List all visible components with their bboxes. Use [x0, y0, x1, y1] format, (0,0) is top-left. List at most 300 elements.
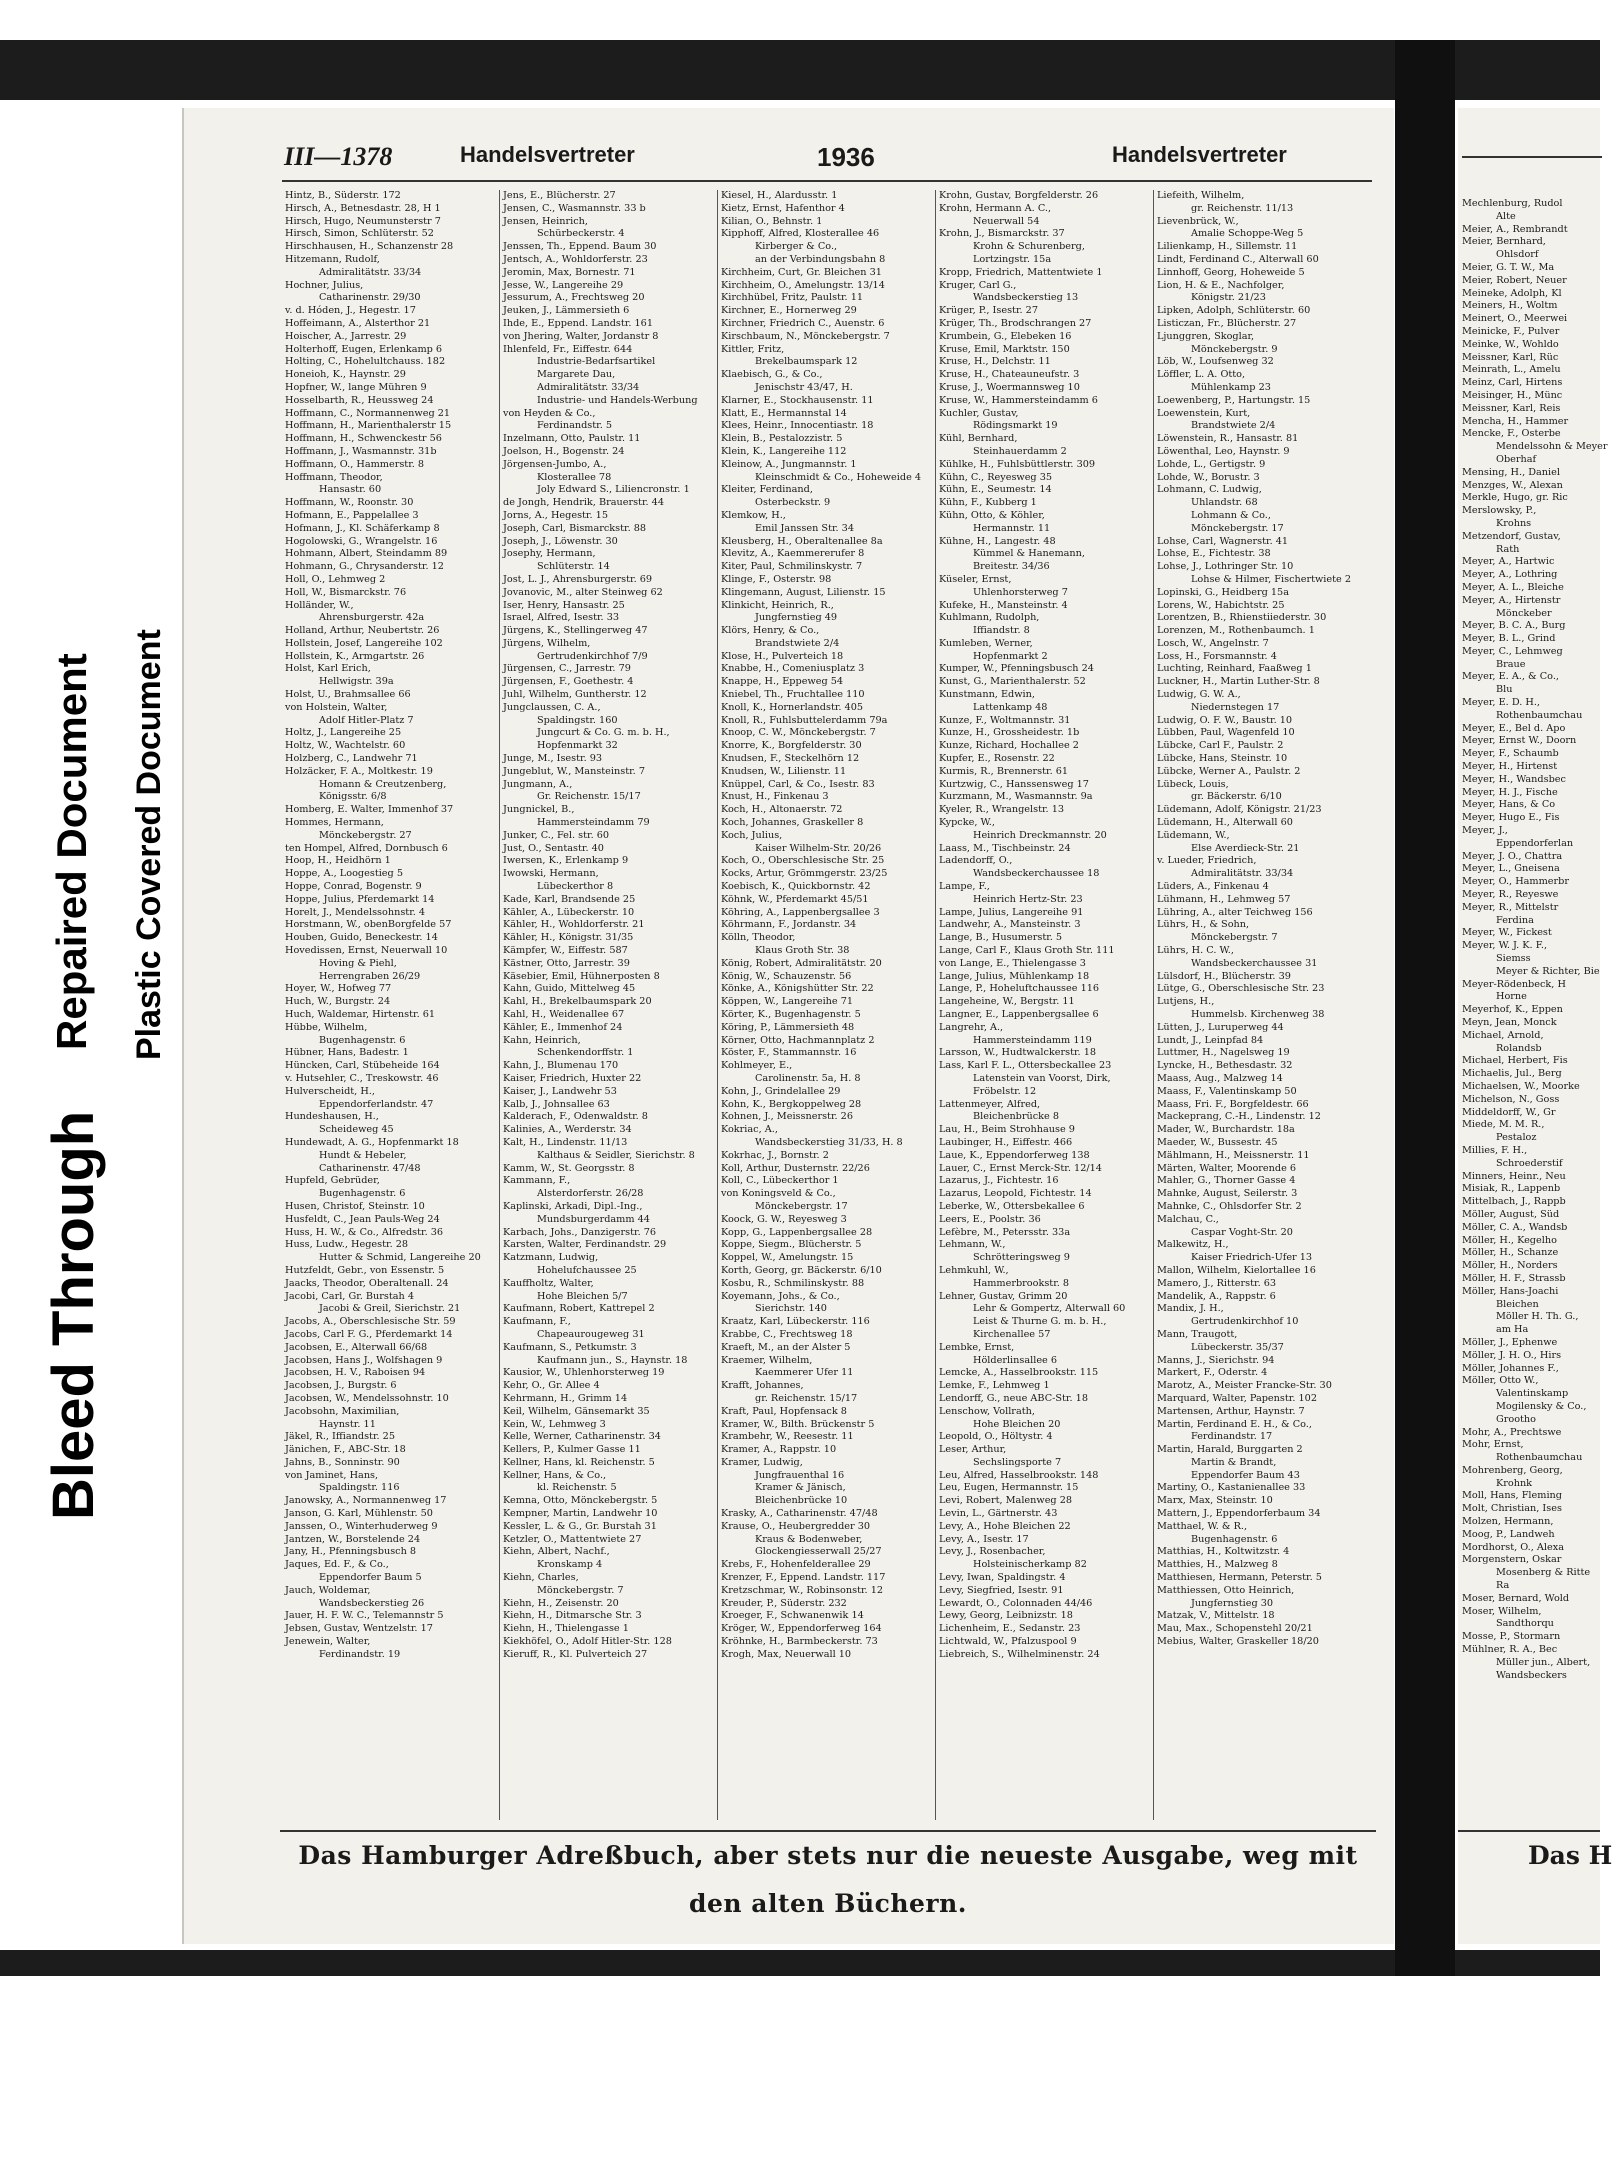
facing-page-entry: Meinert, O., Meerwei [1462, 313, 1568, 325]
directory-entry: Hoop, H., Heidhörn 1 [285, 855, 391, 867]
directory-entry: Kirschbaum, N., Mönckebergstr. 7 [721, 330, 890, 342]
directory-entry: Mönckebergstr. 7 [1191, 932, 1278, 944]
facing-page-entry: Moser, Wilhelm, [1462, 1605, 1542, 1617]
directory-entry: Kemna, Otto, Mönckebergstr. 5 [503, 1495, 658, 1507]
directory-entry: Krüger, P., Isestr. 27 [939, 305, 1039, 317]
directory-entry: Schenkendorffstr. 1 [537, 1047, 634, 1059]
directory-entry: Holland, Arthur, Neubertstr. 26 [285, 625, 440, 637]
directory-entry: Junge, M., Isestr. 93 [503, 753, 603, 765]
directory-entry: Kunze, H., Grossheidestr. 1b [939, 727, 1080, 739]
directory-entry: Wandsbeckerchaussee 18 [973, 868, 1100, 880]
facing-page-entry: Meier, A., Rembrandt [1462, 223, 1568, 235]
directory-entry: Gr. Reichenstr. 15/17 [537, 791, 641, 803]
directory-entry: Joelson, H., Bogenstr. 24 [503, 445, 625, 457]
directory-entry: Marotz, A., Meister Francke-Str. 30 [1157, 1380, 1332, 1392]
directory-column-1 [282, 190, 500, 1820]
facing-page-entry: Moll, Hans, Fleming [1462, 1490, 1562, 1502]
directory-entry: Malchau, C., [1157, 1213, 1219, 1225]
page-header [282, 138, 1372, 182]
directory-entry: Kietz, Ernst, Hafenthor 4 [721, 202, 845, 214]
directory-entry: Kähler, H., Königstr. 31/35 [503, 932, 634, 944]
directory-entry: Wandsbeckerchaussee 31 [1191, 957, 1318, 969]
directory-entry: kl. Reichenstr. 5 [537, 1482, 617, 1494]
directory-entry: Ljunggren, Skoglar, [1157, 330, 1255, 342]
directory-entry: an der Verbindungsbahn 8 [755, 253, 886, 265]
directory-entry: Kleiter, Ferdinand, [721, 484, 813, 496]
directory-entry: Lührs, H. C. W., [1157, 945, 1234, 957]
directory-entry: Hansastr. 60 [319, 484, 382, 496]
directory-entry: Käsebier, Emil, Hühnerposten 8 [503, 970, 660, 982]
directory-entry: Löb, W., Loufsenweg 32 [1157, 356, 1274, 368]
directory-entry: Koll, C., Lübeckerthor 1 [721, 1175, 839, 1187]
directory-entry: gr. Bäckerstr. 6/10 [1191, 791, 1282, 803]
facing-page-entry: Meier, G. T. W., Ma [1462, 261, 1555, 273]
directory-entry: Eppendorfer Baum 5 [319, 1572, 422, 1584]
directory-entry: Kunze, F., Woltmannstr. 31 [939, 714, 1071, 726]
directory-entry: Hutzfeldt, Gebr., von Essenstr. 5 [285, 1264, 445, 1276]
directory-entry: Heinrich Hertz-Str. 23 [973, 893, 1083, 905]
directory-entry: Lemcke, A., Hasselbrookstr. 115 [939, 1367, 1099, 1379]
directory-entry: Mönckebergstr. 17 [755, 1200, 848, 1212]
directory-entry: Neuerwall 54 [973, 215, 1040, 227]
facing-page-entry: Millies, F. H., [1462, 1144, 1528, 1156]
directory-entry: Hammersteindamm 119 [973, 1034, 1092, 1046]
directory-entry: Kaufmann, F., [503, 1316, 571, 1328]
facing-page-entry: Michaelsen, W., Moorke [1462, 1080, 1580, 1092]
directory-entry: Holtz, W., Wachtelstr. 60 [285, 740, 406, 752]
directory-entry: Matzak, V., Mittelstr. 18 [1157, 1610, 1275, 1622]
directory-entry: Juhl, Wilhelm, Guntherstr. 12 [503, 689, 647, 701]
directory-entry: Lopinski, G., Heidberg 15a [1157, 586, 1289, 598]
directory-entry: v. d. Hóden, J., Hegestr. 17 [285, 305, 416, 317]
directory-entry: Hollstein, K., Armgartstr. 26 [285, 650, 425, 662]
facing-page-entry: Morgenstern, Oskar [1462, 1554, 1562, 1566]
directory-entry: Köhring, A., Lappenbergsallee 3 [721, 906, 880, 918]
directory-entry: Lübcke, Hans, Steinstr. 10 [1157, 753, 1288, 765]
directory-entry: Lazarus, J., Fichtestr. 16 [939, 1175, 1059, 1187]
directory-entry: Krasky, A., Catharinenstr. 47/48 [721, 1508, 878, 1520]
directory-entry: Kraemer, Wilhelm, [721, 1354, 813, 1366]
facing-page-entry: Meinke, W., Wohldo [1462, 338, 1559, 350]
directory-entry: Kittler, Fritz, [721, 343, 785, 355]
directory-entry: Jungnickel, B., [503, 804, 575, 816]
directory-entry: Lübeckerthor 8 [537, 881, 614, 893]
directory-entry: Hüncken, Carl, Stübeheide 164 [285, 1060, 440, 1072]
directory-entry: Lyncke, H., Bethesdastr. 32 [1157, 1060, 1293, 1072]
directory-entry: Janson, G. Karl, Mühlenstr. 50 [285, 1508, 433, 1520]
directory-entry: Margarete Dau, [537, 369, 616, 381]
directory-entry: ten Hompel, Alfred, Dornbusch 6 [285, 842, 448, 854]
directory-entry: Löffler, L. A. Otto, [1157, 369, 1246, 381]
directory-entry: Brandstwiete 2/4 [755, 637, 840, 649]
directory-entry: Jorns, A., Hegestr. 15 [503, 509, 608, 521]
directory-entry: Krause, O., Heubergredder 30 [721, 1520, 871, 1532]
directory-entry: Lattenkamp 48 [973, 701, 1048, 713]
facing-page-entry: Meyer, H., Hirtenst [1462, 761, 1558, 773]
directory-entry: Admiralitätstr. 33/34 [537, 381, 640, 393]
directory-entry: Jungeblut, W., Mansteinstr. 7 [503, 765, 646, 777]
directory-entry: Matthael, W. & R., [1157, 1520, 1248, 1532]
directory-entry: Holzäcker, F. A., Moltkestr. 19 [285, 765, 433, 777]
section-title-left: Handelsvertreter [460, 142, 635, 167]
directory-entry: Lüdemann, Adolf, Königstr. 21/23 [1157, 804, 1322, 816]
facing-page-entry: am Ha [1496, 1324, 1529, 1336]
facing-page-entry: Meyer, B. L., Grind [1462, 633, 1556, 645]
directory-entry: Homann & Creutzenberg, [319, 778, 447, 790]
facing-page-entry: Middeldorff, W., Gr [1462, 1106, 1556, 1118]
directory-entry: Kühn, E., Seumestr. 14 [939, 484, 1052, 496]
directory-entry: Ludwig, G. W. A., [1157, 689, 1241, 701]
directory-entry: Lübeck, Louis, [1157, 778, 1229, 790]
directory-entry: Jacobs, A., Oberschlesische Str. 59 [285, 1316, 456, 1328]
facing-page-entry: Menzges, W., Alexan [1462, 479, 1563, 491]
directory-entry: Holl, W., Bismarckstr. 76 [285, 586, 407, 598]
directory-entry: Hundeshausen, H., [285, 1111, 379, 1123]
directory-entry: Lindt, Ferdinand C., Alterwall 60 [1157, 253, 1319, 265]
directory-entry: Kokriac, A., [721, 1124, 778, 1136]
directory-entry: Jahns, B., Sonninstr. 90 [285, 1456, 400, 1468]
directory-entry: König, W., Schauzenstr. 56 [721, 970, 852, 982]
directory-entry: Jenssen, Th., Eppend. Baum 30 [503, 241, 657, 253]
directory-entry: Leopold, O., Höltystr. 4 [939, 1431, 1053, 1443]
directory-entry: Lüders, A., Finkenau 4 [1157, 881, 1269, 893]
directory-entry: Kempner, Martin, Landwehr 10 [503, 1508, 658, 1520]
directory-entry: Ihde, E., Eppend. Landstr. 161 [503, 317, 654, 329]
directory-entry: Malkewitz, H., [1157, 1239, 1229, 1251]
directory-entry: Löwenstein, R., Hansastr. 81 [1157, 433, 1299, 445]
directory-entry: Levy, A., Isestr. 17 [939, 1533, 1029, 1545]
directory-entry: Holst, U., Brahmsallee 66 [285, 689, 411, 701]
directory-entry: Lau, H., Beim Strohhause 9 [939, 1124, 1075, 1136]
directory-entry: Kramer, W., Bilth. Brückenstr 5 [721, 1418, 875, 1430]
directory-entry: Matthias, H., Koltwitzstr. 4 [1157, 1546, 1290, 1558]
directory-entry: Maeder, W., Bussestr. 45 [1157, 1136, 1278, 1148]
facing-page-entry: Mendelssohn & Meyer [1496, 441, 1608, 453]
directory-entry: Jenewein, Walter, [285, 1636, 371, 1648]
directory-entry: Kuhlmann, Rudolph, [939, 612, 1040, 624]
directory-entry: Kümmel & Hanemann, [973, 548, 1085, 560]
directory-entry: Ferdinandstr. 19 [319, 1648, 401, 1660]
directory-entry: Hoffmann, W., Roonstr. 30 [285, 497, 414, 509]
directory-entry: Koch, H., Altonaerstr. 72 [721, 804, 843, 816]
directory-entry: Kaiser Wilhelm-Str. 20/26 [755, 842, 882, 854]
directory-entry: Lorens, W., Habichtstr. 25 [1157, 599, 1285, 611]
directory-entry: Kirchheim, O., Amelungstr. 13/14 [721, 279, 885, 291]
year-heading: 1936 [817, 142, 875, 172]
directory-entry: Jacobsen, J., Burgstr. 6 [285, 1380, 397, 1392]
directory-entry: Mattern, J., Eppendorferbaum 34 [1157, 1508, 1321, 1520]
facing-page-entry: Alte [1496, 210, 1516, 222]
directory-entry: Husen, Christof, Steinstr. 10 [285, 1200, 425, 1212]
directory-entry: Kirchner, E., Hornerweg 29 [721, 305, 857, 317]
directory-entry: Holting, C., Hohelultchauss. 182 [285, 356, 446, 368]
facing-page-entry: Meyer, E. D. H., [1462, 697, 1540, 709]
directory-entry: Kocks, Artur, Grömmgerstr. 23/25 [721, 868, 888, 880]
directory-entry: Liefeith, Wilhelm, [1157, 190, 1245, 201]
directory-entry: Janowsky, A., Normannenweg 17 [285, 1495, 447, 1507]
facing-page-entry: Meyer, A. L., Bleiche [1462, 581, 1564, 593]
facing-page-entry: Wandsbeckers [1496, 1669, 1567, 1681]
directory-entry: Lutjens, H., [1157, 996, 1215, 1008]
directory-entry: Husfeldt, C., Jean Pauls-Weg 24 [285, 1213, 440, 1225]
directory-entry: Klevitz, A., Kaemmererufer 8 [721, 548, 865, 560]
label-repaired-document: Repaired Document [48, 653, 95, 1050]
directory-entry: Wandsbeckerstieg 13 [973, 292, 1079, 304]
directory-entry: Loewenberg, P., Hartungstr. 15 [1157, 394, 1311, 406]
directory-entry: Klein, K., Langereihe 112 [721, 445, 847, 457]
directory-entry: Fröbelstr. 12 [973, 1085, 1037, 1097]
directory-entry: Lampe, F., [939, 881, 990, 893]
facing-page-entry: Mohrenberg, Georg, [1462, 1464, 1563, 1476]
directory-entry: Lortzingstr. 15a [973, 253, 1052, 265]
directory-entry: Catharinenstr. 29/30 [319, 292, 421, 304]
directory-entry: Klees, Heinr., Innocentiastr. 18 [721, 420, 874, 432]
facing-page-entry: Meyer, C., Lehmweg [1462, 645, 1563, 657]
directory-entry: Bleichenbrücke 8 [973, 1111, 1060, 1123]
book-gutter [1395, 40, 1455, 1976]
directory-entry: Klosterallee 78 [537, 471, 612, 483]
directory-entry: Hopfner, W., lange Mühren 9 [285, 381, 427, 393]
directory-column-4 [936, 190, 1154, 1820]
directory-entry: Lendorff, G., neue ABC-Str. 18 [939, 1392, 1088, 1404]
facing-page-entry: Siemss [1496, 953, 1531, 965]
directory-entry: Jäkel, R., Iffiandstr. 25 [285, 1431, 395, 1443]
directory-entry: Lenschow, Vollrath, [939, 1405, 1035, 1417]
directory-entry: Kühl, Bernhard, [939, 433, 1018, 445]
directory-entry: Industrie-Bedarfsartikel [537, 356, 656, 368]
page-reference: III—1378 [284, 142, 393, 171]
directory-entry: Kalthaus & Seidler, Sierichstr. 8 [537, 1149, 695, 1161]
directory-entry: Kühn, F., Kubberg 1 [939, 497, 1037, 509]
directory-entry: Könke, A., Königshütter Str. 22 [721, 983, 874, 995]
facing-page-entry: Meyer, W., Fickest [1462, 927, 1552, 939]
directory-entry: Jungcurt & Co. G. m. b. H., [537, 727, 670, 739]
directory-entry: Admiralitätstr. 33/34 [1191, 868, 1294, 880]
facing-page-entry: Bleichen [1496, 1298, 1539, 1310]
directory-entry: Leser, Arthur, [939, 1444, 1007, 1456]
directory-entry: Lohmann & Co., [1191, 509, 1271, 521]
facing-page-entry: Mohr, A., Prechtswe [1462, 1426, 1562, 1438]
directory-entry: Klinge, F., Osterstr. 98 [721, 573, 832, 585]
directory-entry: Holtz, J., Langereihe 25 [285, 727, 402, 739]
directory-entry: Lichenheim, E., Sedanstr. 23 [939, 1623, 1081, 1635]
directory-entry: Lundt, J., Leinpfad 84 [1157, 1034, 1264, 1046]
directory-entry: Jürgensen, F., Goethestr. 4 [503, 676, 634, 688]
directory-entry: Lange, Carl F., Klaus Groth Str. 111 [939, 945, 1115, 957]
directory-entry: Lühring, A., alter Teichweg 156 [1157, 906, 1313, 918]
facing-page-entry: Mohr, Ernst, [1462, 1439, 1524, 1451]
facing-page-entry: Möller, Johannes F., [1462, 1362, 1559, 1374]
directory-entry: Kahl, H., Weidenallee 67 [503, 1009, 625, 1020]
directory-entry: Hübner, Hans, Badestr. 1 [285, 1047, 409, 1059]
directory-entry: Hundewadt, A. G., Hopfenmarkt 18 [285, 1136, 459, 1148]
directory-entry: von Heyden & Co., [503, 407, 596, 419]
directory-entry: Jacobsen, H. V., Raboisen 94 [285, 1367, 426, 1379]
directory-entry: Kraatz, Karl, Lübeckerstr. 116 [721, 1316, 870, 1328]
directory-entry: Ladendorff, O., [939, 855, 1013, 867]
directory-entry: Jürgens, Wilhelm, [503, 637, 591, 649]
directory-entry: Kirchner, Friedrich C., Auenstr. 6 [721, 317, 885, 329]
scanner-frame-bottom [0, 1950, 1600, 1976]
directory-entry: Lütten, J., Luruperweg 44 [1157, 1021, 1284, 1033]
directory-entry: Hohmann, G., Chrysanderstr. 12 [285, 561, 444, 573]
facing-page-entry: Möller, C. A., Wandsb [1462, 1221, 1568, 1233]
directory-entry: Kalb, J., Johnsallee 63 [503, 1098, 610, 1110]
directory-entry: Hirsch, Simon, Schlüterstr. 52 [285, 228, 434, 240]
directory-entry: Iwersen, K., Erlenkamp 9 [503, 855, 629, 867]
directory-entry: Königsstr. 6/8 [319, 791, 387, 803]
facing-page-entry: Michaelis, Jul., Berg [1462, 1068, 1562, 1080]
facing-page-entry: Meyer, L., Gneisena [1462, 863, 1560, 875]
directory-entry: Leu, Eugen, Hermannstr. 15 [939, 1482, 1079, 1494]
directory-entry: Hohe Bleichen 20 [973, 1418, 1061, 1430]
facing-page-entry: Molt, Christian, Ises [1462, 1503, 1562, 1515]
facing-page-entry: Mencke, F., Osterbe [1462, 428, 1561, 440]
directory-entry: Kuchler, Gustav, [939, 407, 1019, 419]
directory-entry: Loewenstein, Kurt, [1157, 407, 1251, 419]
facing-page-entry: Meyer, F., Schaumb [1462, 748, 1559, 760]
directory-entry: de Jongh, Hendrik, Brauerstr. 44 [503, 497, 664, 509]
directory-entry: Spaldingstr. 160 [537, 714, 618, 726]
directory-entry: Kröhnke, H., Barmbeckerstr. 73 [721, 1636, 878, 1648]
directory-entry: Lefèbre, M., Petersstr. 33a [939, 1226, 1071, 1238]
directory-entry: Mahnke, C., Ohlsdorfer Str. 2 [1157, 1200, 1302, 1212]
facing-page-entry: Oberhaf [1496, 453, 1537, 465]
directory-entry: Ludwig, O. F. W., Baustr. 10 [1157, 714, 1293, 726]
directory-entry: Holl, O., Lehmweg 2 [285, 573, 386, 585]
directory-entry: Köster, F., Stammannstr. 16 [721, 1047, 857, 1059]
facing-page-entry: Möller, August, Süd [1462, 1208, 1560, 1220]
directory-entry: von Koningsveld & Co., [721, 1188, 836, 1200]
directory-entry: Maass, Aug., Malzweg 14 [1157, 1072, 1283, 1084]
directory-entry: Klingemann, August, Lilienstr. 15 [721, 586, 886, 598]
facing-page-entry: Miede, M. M. R., [1462, 1119, 1545, 1131]
directory-entry: Kunze, Richard, Hochallee 2 [939, 740, 1079, 752]
directory-entry: Inzelmann, Otto, Paulstr. 11 [503, 433, 641, 445]
directory-entry: Glockengiesserwall 25/27 [755, 1546, 882, 1558]
directory-entry: von Holstein, Walter, [285, 701, 388, 713]
directory-entry: Kyeler, R., Wrangelstr. 13 [939, 804, 1065, 816]
facing-page-entry: Rothenbaumchau [1496, 1452, 1583, 1464]
facing-page-entry: Mordhorst, O., Alexa [1462, 1541, 1564, 1553]
directory-entry: Mackeprang, C.-H., Lindenstr. 12 [1157, 1111, 1321, 1123]
directory-entry: Langrehr, A., [939, 1021, 1004, 1033]
directory-entry: Katzmann, Ludwig, [503, 1252, 599, 1264]
directory-entry: Hoffmann, C., Normannenweg 21 [285, 407, 451, 419]
directory-entry: Bugenhagenstr. 6 [319, 1034, 406, 1046]
directory-entry: Lübben, Paul, Wagenfeld 10 [1157, 727, 1295, 739]
directory-entry: Kaufmann, Robert, Kattrepel 2 [503, 1303, 655, 1315]
directory-entry: Küseler, Ernst, [939, 573, 1012, 585]
directory-entry: Landwehr, A., Mansteinstr. 3 [939, 919, 1081, 931]
directory-entry: Jany, H., Pfenningsbusch 8 [285, 1546, 417, 1558]
directory-entry: Catharinenstr. 47/48 [319, 1162, 421, 1174]
facing-page-entry: Meyerhof, K., Eppen [1462, 1004, 1563, 1016]
facing-page-entry: Horne [1496, 991, 1527, 1003]
directory-entry: Martin, Harald, Burggarten 2 [1157, 1444, 1303, 1456]
directory-entry: Lübcke, Carl F., Paulstr. 2 [1157, 740, 1284, 752]
directory-entry: v. Lueder, Friedrich, [1157, 855, 1257, 867]
directory-entry: Kaiser Friedrich-Ufer 13 [1191, 1252, 1313, 1264]
directory-entry: Lange, P., Hoheluftchaussee 116 [939, 983, 1100, 995]
directory-entry: Krebs, F., Hohenfelderallee 29 [721, 1559, 871, 1571]
directory-entry: Mallon, Wilhelm, Kielortallee 16 [1157, 1264, 1316, 1276]
directory-entry: Körner, Otto, Hachmannplatz 2 [721, 1034, 875, 1046]
directory-entry: Kiehn, H., Thielengasse 1 [503, 1623, 629, 1635]
directory-entry: Luchting, Reinhard, Faaßweg 1 [1157, 663, 1312, 675]
directory-entry: Holsteinischerkamp 82 [973, 1559, 1087, 1571]
facing-page-entry: Meier, Bernhard, [1462, 236, 1546, 248]
directory-entry: Knabbe, H., Comeniusplatz 3 [721, 663, 865, 675]
directory-entry: Korth, Georg, gr. Bäckerstr. 6/10 [721, 1264, 882, 1276]
directory-entry: Hoyer, W., Hofweg 77 [285, 983, 392, 995]
facing-page-entry: Meyer-Rödenbeck, H [1462, 978, 1566, 990]
directory-entry: Matthiessen, Otto Heinrich, [1157, 1584, 1295, 1596]
directory-entry: Hoffmann, H., Marienthalerstr 15 [285, 420, 452, 432]
directory-entry: Schlüterstr. 14 [537, 561, 610, 573]
facing-page-entry: Möller, H. F., Strassb [1462, 1272, 1566, 1284]
directory-entry: Knoll, K., Hornerlandstr. 405 [721, 701, 864, 713]
directory-entry: Koch, Johannes, Graskeller 8 [721, 817, 864, 829]
facing-page-entry: Rothenbaumchau [1496, 709, 1583, 721]
directory-entry: Hopfenmarkt 32 [537, 740, 618, 752]
facing-page-entry: Meinrath, L., Amelu [1462, 364, 1561, 376]
directory-entry: Leberke, W., Ottersbekallee 6 [939, 1200, 1085, 1212]
directory-entry: Brandstwiete 2/4 [1191, 420, 1276, 432]
directory-entry: Kahn, J., Blumenau 170 [503, 1060, 619, 1072]
directory-entry: Hammersteindamm 79 [537, 817, 650, 829]
directory-entry: Martensen, Arthur, Haynstr. 7 [1157, 1405, 1305, 1417]
directory-entry: Kirchenallee 57 [973, 1328, 1051, 1340]
directory-column-5 [1154, 190, 1372, 1820]
directory-entry: Listiczan, Fr., Blücherstr. 27 [1157, 317, 1297, 329]
directory-entry: Krohn & Schurenberg, [973, 241, 1085, 253]
directory-entry: Adolf Hitler-Platz 7 [319, 714, 414, 726]
directory-entry: Lütge, G., Oberschlesische Str. 23 [1157, 983, 1325, 995]
directory-entry: Kunstmann, Edwin, [939, 689, 1035, 701]
directory-entry: Huch, Waldemar, Hirtenstr. 61 [285, 1009, 436, 1020]
directory-entry: Leers, E., Poolstr. 36 [939, 1213, 1041, 1225]
directory-entry: Hitzemann, Rudolf, [285, 253, 380, 265]
directory-entry: Industrie- und Handels-Werbung [537, 394, 698, 406]
directory-entry: Jost, L. J., Ahrensburgerstr. 69 [503, 573, 653, 585]
directory-entry: Spaldingstr. 116 [319, 1482, 400, 1494]
directory-entry: Jesse, W., Langereihe 29 [503, 279, 624, 291]
directory-entry: Kein, W., Lehmweg 3 [503, 1418, 606, 1430]
directory-entry: Lampe, Julius, Langereihe 91 [939, 906, 1084, 918]
directory-entry: Lewardt, O., Colonnaden 44/46 [939, 1597, 1093, 1609]
facing-page-entry: Ra [1496, 1580, 1510, 1592]
facing-page-entry: Meyer, H., Wandsbec [1462, 773, 1566, 785]
directory-entry: Lohse, J., Lothringer Str. 10 [1157, 561, 1294, 573]
directory-entry: Kühn, C., Reyesweg 35 [939, 471, 1053, 483]
facing-page-entry: Meyer, Hans, & Co [1462, 799, 1556, 811]
directory-entry: Wandsbeckerstieg 31/33, H. 8 [755, 1136, 903, 1148]
directory-entry: Mühlenkamp 23 [1191, 381, 1271, 393]
directory-entry: Jensen, C., Wasmannstr. 33 b [503, 202, 646, 214]
directory-entry: Jungfernstieg 30 [1191, 1597, 1274, 1609]
directory-entry: Lehr & Gompertz, Alterwall 60 [973, 1303, 1126, 1315]
label-plastic-covered: Plastic Covered Document [130, 629, 168, 1060]
directory-entry: Mahnke, August, Seilerstr. 3 [1157, 1188, 1298, 1200]
directory-entry: Levin, L., Gärtnerstr. 43 [939, 1508, 1058, 1520]
directory-entry: Holländer, W., [285, 599, 354, 611]
directory-entry: Matthiesen, Hermann, Peterstr. 5 [1157, 1572, 1322, 1584]
directory-entry: Laubinger, H., Eiffestr. 466 [939, 1136, 1073, 1148]
directory-entry: Koebisch, K., Quickbornstr. 42 [721, 881, 871, 893]
footer-slogan: Das Hamburger Adreßbuch, aber stets nur die neueste Ausgabe, weg mit den alten Büchern. [280, 1830, 1376, 1882]
directory-entry: Kurtzwig, C., Hanssensweg 17 [939, 778, 1089, 790]
